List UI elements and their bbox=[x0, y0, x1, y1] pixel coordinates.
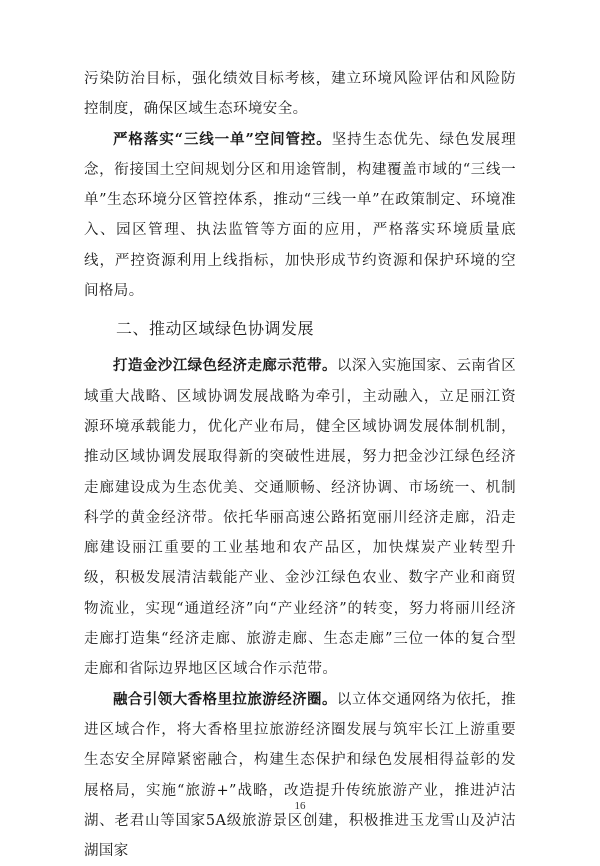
paragraph-jinsha-river-corridor bbox=[84, 351, 516, 684]
intro-paragraph: 污染防治目标，强化绩效目标考核，建立环境风险评估和风险防控制度，确保区域生态环境安全。 bbox=[84, 71, 516, 118]
paragraph-shangri-la-tourism bbox=[84, 685, 516, 866]
paragraph-lead: 融合引领大香格里拉旅游经济圈。 bbox=[113, 690, 337, 708]
section-heading: 二、推动区域绿色协调发展 bbox=[116, 319, 315, 339]
paragraph-lead: 严格落实“三线一单”空间管控。 bbox=[113, 130, 332, 148]
paragraph-body: 坚持生态优先、绿色发展理念，衔接国土空间规划分区和用途管制，构建覆盖市域的“三线一单”生态环境分区管控体系，推动“三线一单”在政策制定、环境准入、园区管理、执法监管等方面的应用，严格落实环境质量底线，严控资源利用上线指标，加快形成节约资源和保护环境的空间格局。 bbox=[84, 131, 516, 300]
body-text bbox=[84, 64, 516, 866]
paragraph-lead: 打造金沙江绿色经济走廊示范带。 bbox=[113, 357, 337, 375]
paragraph-three-lines-one-list bbox=[84, 125, 516, 307]
paragraph-body: 以深入实施国家、云南省区域重大战略、区域协调发展战略为牵引，主动融入，立足丽江资源环境承载能力，优化产业布局，健全区域协调发展体制机制，推动区域协调发展取得新的突破性进展，努力把金沙江绿色经济走廊建设成为生态优美、交通顺畅、经济协调、市场统一、机制科学的黄金经济带。依托华丽高速公路拓宽丽川经济走廊，沿走廊建设丽江重要的工业基地和农产品区，加快煤炭产业转型升级，积极发展清洁载能产业、金沙江绿色农业、数字产业和商贸物流业，实现“通道经济”向“产业经济”的转变，努力将丽川经济走廊打造集“经济走廊、旅游走廊、生态走廊”三位一体的复合型走廊和省际边界地区区域合作示范带。 bbox=[84, 358, 516, 678]
paragraph-body: 以立体交通网络为依托，推进区域合作，将大香格里拉旅游经济圈发展与筑牢长江上游重要生态安全屏障紧密融合，构建生态保护和绿色发展相得益彰的发展格局，实施“旅游+”战略，改造提升传统旅游产业，推进泸沽湖、老君山等国家5A级旅游景区创建，积极推进玉龙雪山及泸沽湖国家 bbox=[84, 691, 516, 860]
page-number: 16 bbox=[294, 800, 306, 812]
